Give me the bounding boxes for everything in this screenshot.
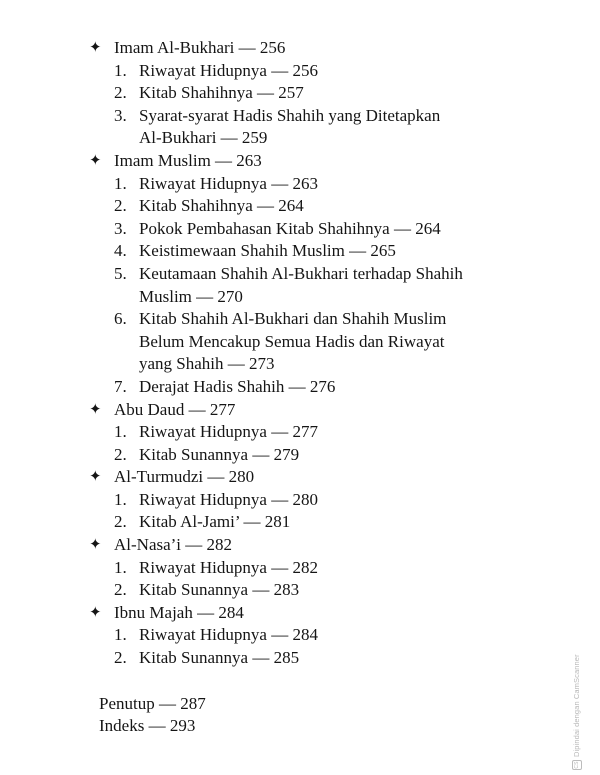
back-matter-text: Penutup — 287 [99,693,206,713]
item-number: 5. [114,263,127,283]
toc-section-heading [0,534,600,557]
item-number: 2. [114,444,127,464]
toc-item [0,105,600,128]
toc-item-continuation [0,331,600,354]
camscanner-logo-icon: CS [574,761,581,769]
item-number: 3. [114,105,127,125]
watermark-text: Dipindai dengan CamScanner [572,654,581,757]
item-text: Riwayat Hidupnya — 282 [139,557,318,577]
item-text: Kitab Sunannya — 279 [139,444,300,464]
item-number: 7. [114,376,127,396]
toc-item-continuation [0,127,600,150]
item-text: Kitab Shahih Al-Bukhari dan Shahih Muslim [139,309,447,329]
toc-item [0,647,600,670]
four-point-star-icon: ✦ [89,537,102,554]
item-text: Riwayat Hidupnya — 263 [139,173,318,193]
toc-item [0,579,600,602]
item-number: 1. [114,557,127,577]
toc-item [0,173,600,196]
toc-item [0,195,600,218]
item-number: 2. [114,580,127,600]
back-matter-text: Indeks — 293 [99,716,196,736]
item-text: Muslim — 270 [139,286,243,306]
toc-item [0,624,600,647]
toc-section-heading [0,399,600,422]
section-title: Al-Nasa’i — 282 [114,535,233,555]
item-number: 1. [114,625,127,645]
four-point-star-icon: ✦ [89,40,102,56]
item-number: 1. [114,489,127,509]
item-text: Kitab Shahihnya — 257 [139,83,304,103]
item-number: 2. [114,512,127,532]
item-text: Derajat Hadis Shahih — 276 [139,376,336,396]
toc-item [0,60,600,83]
item-text: Keistimewaan Shahih Muslim — 265 [139,241,396,261]
toc-item [0,240,600,263]
four-point-star-icon: ✦ [89,604,102,621]
item-text: Riwayat Hidupnya — 256 [139,60,318,80]
toc-item [0,308,600,331]
section-gap [0,670,600,693]
item-text: Al-Bukhari — 259 [139,128,268,148]
section-title: Al-Turmudzi — 280 [114,467,255,487]
toc-item [0,376,600,399]
item-text: Riwayat Hidupnya — 280 [139,489,318,509]
section-title: Imam Muslim — 263 [114,150,262,170]
toc-back-matter [0,715,600,738]
section-title: Abu Daud — 277 [114,399,236,419]
item-number: 2. [114,196,127,216]
toc-item [0,421,600,444]
section-title: Ibnu Majah — 284 [114,602,244,622]
item-text: Keutamaan Shahih Al-Bukhari terhadap Shahih [139,263,463,283]
toc-section-heading [0,602,600,625]
scanner-watermark [572,654,582,770]
four-point-star-icon: ✦ [89,401,102,418]
item-text: Riwayat Hidupnya — 277 [139,422,318,442]
toc-back-matter [0,693,600,716]
item-text: Kitab Al-Jami’ — 281 [139,512,291,532]
toc-section-heading [0,150,600,173]
toc-section-heading [0,37,600,60]
four-point-star-icon: ✦ [89,152,102,169]
toc-item [0,82,600,105]
toc-item-continuation [0,286,600,309]
item-number: 6. [114,309,127,329]
table-of-contents [0,37,600,738]
toc-item [0,218,600,241]
item-text: Belum Mencakup Semua Hadis dan Riwayat [139,331,445,351]
item-text: Riwayat Hidupnya — 284 [139,625,318,645]
item-number: 1. [114,60,127,80]
toc-item [0,511,600,534]
item-text: Pokok Pembahasan Kitab Shahihnya — 264 [139,218,441,238]
toc-item [0,444,600,467]
item-number: 2. [114,83,127,103]
toc-item-continuation [0,353,600,376]
item-number: 1. [114,173,127,193]
item-text: Syarat-syarat Hadis Shahih yang Ditetapkan [139,105,441,125]
toc-item [0,263,600,286]
item-number: 2. [114,648,127,668]
item-number: 4. [114,241,127,261]
item-number: 1. [114,422,127,442]
toc-item [0,557,600,580]
section-title: Imam Al-Bukhari — 256 [114,38,286,57]
item-text: yang Shahih — 273 [139,354,275,374]
item-number: 3. [114,218,127,238]
toc-item [0,489,600,512]
item-text: Kitab Shahihnya — 264 [139,196,304,216]
four-point-star-icon: ✦ [89,469,102,486]
toc-section-heading [0,466,600,489]
item-text: Kitab Sunannya — 285 [139,648,300,668]
item-text: Kitab Sunannya — 283 [139,580,300,600]
